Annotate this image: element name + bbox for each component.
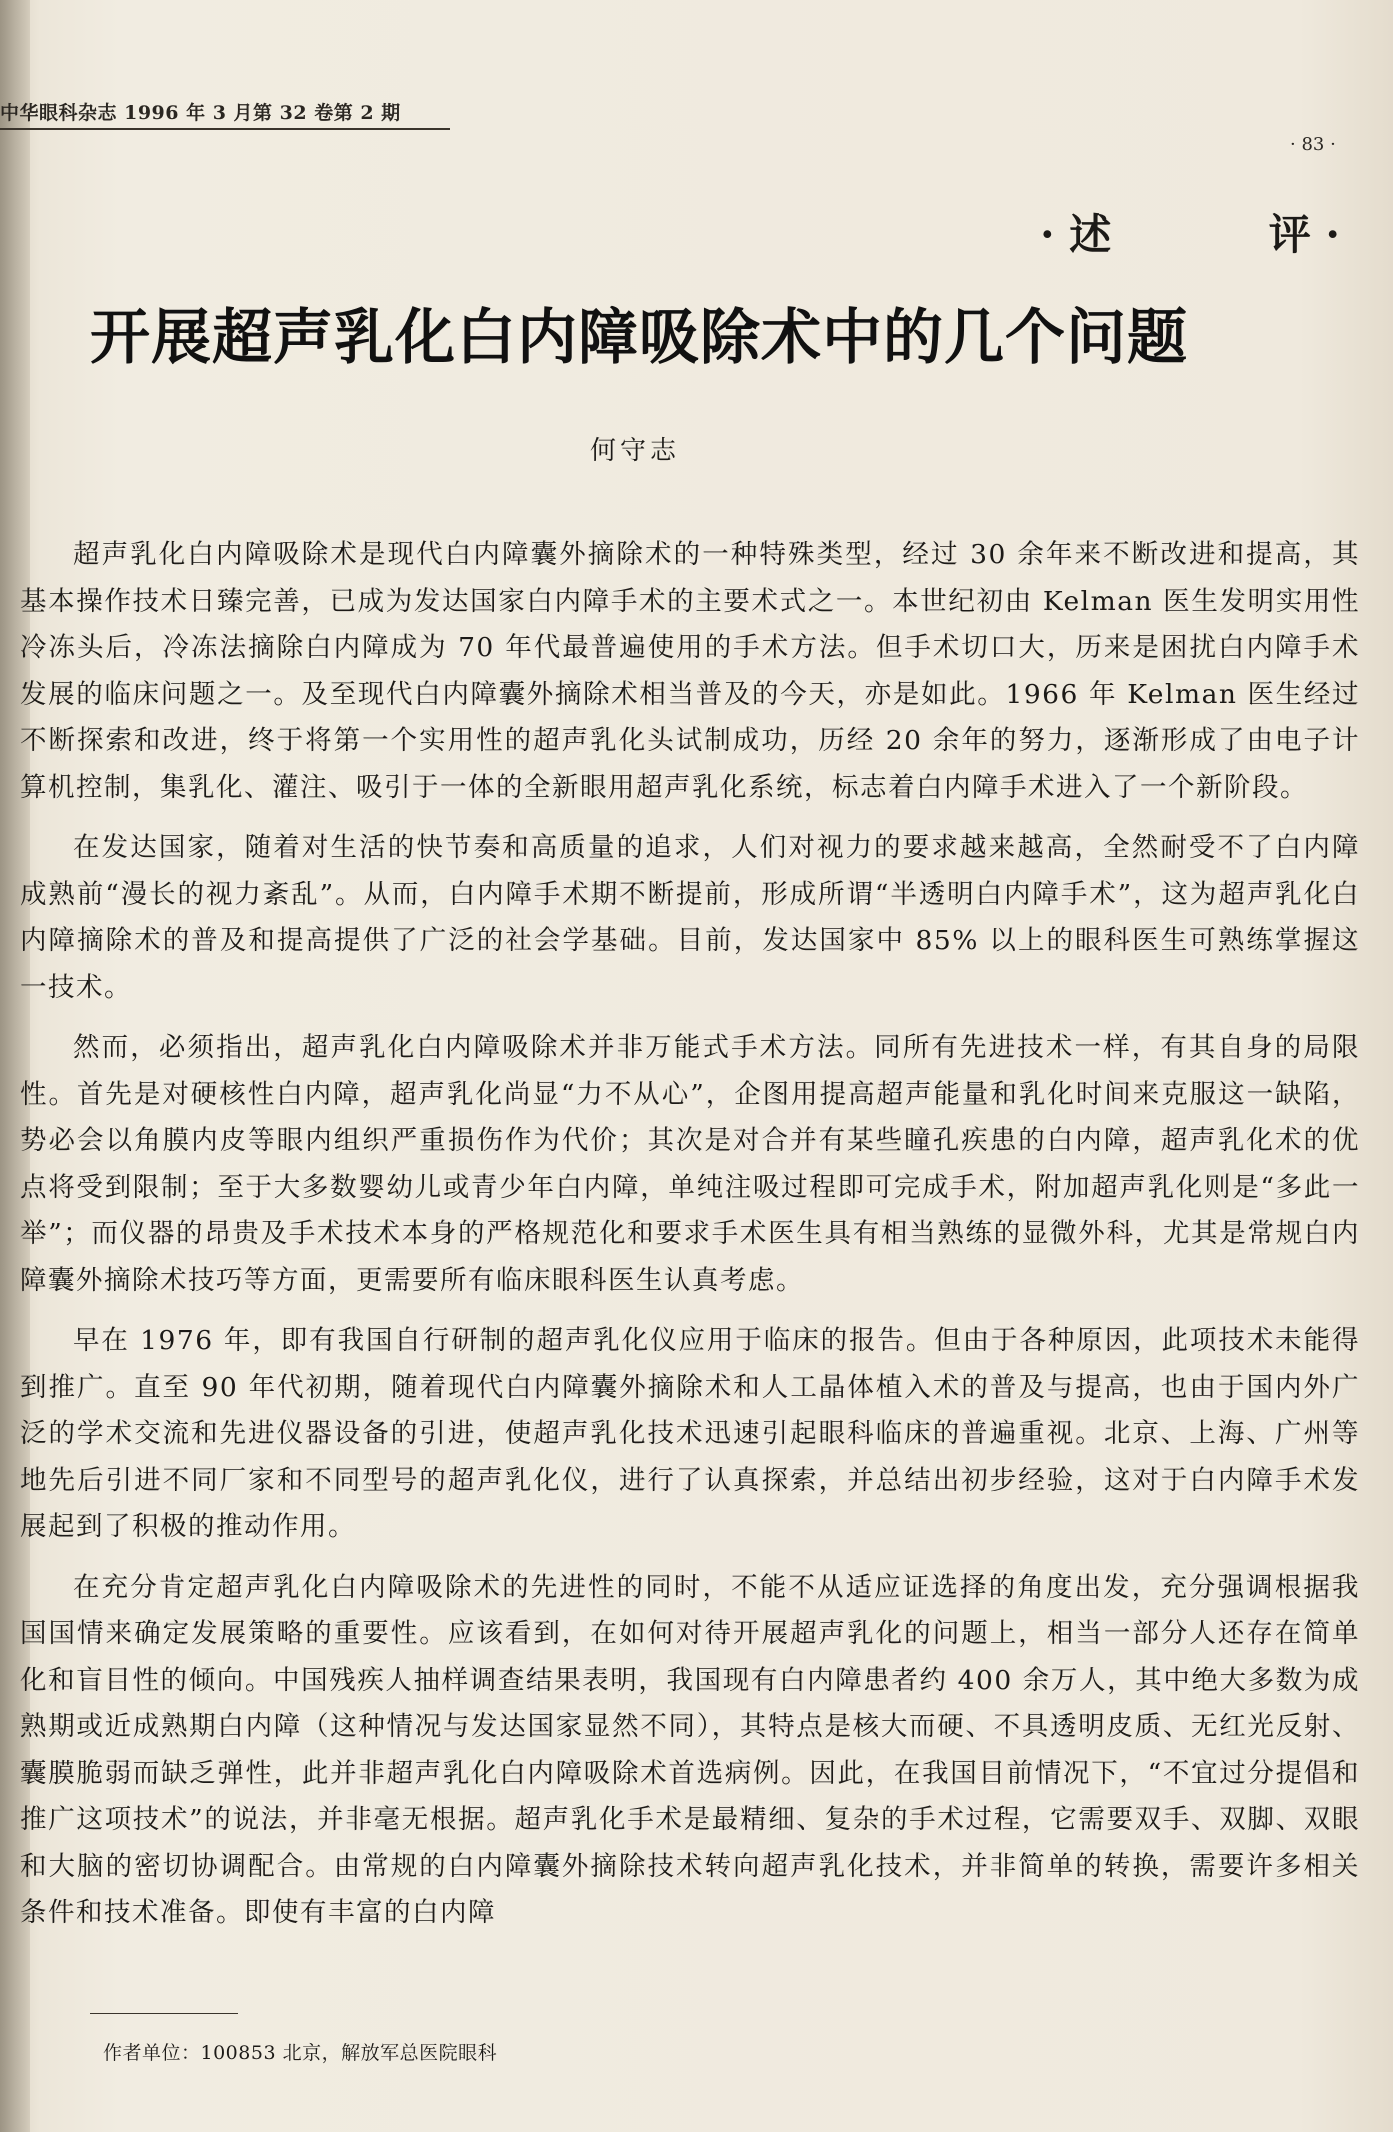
journal-header: 中华眼科杂志 1996 年 3 月第 32 卷第 2 期 [0, 102, 401, 124]
paragraph: 早在 1976 年，即有我国自行研制的超声乳化仪应用于临床的报告。但由于各种原因，此项技术未能得到推广。直至 90 年代初期，随着现代白内障囊外摘除术和人工晶体植入术的普及与提高，也由于国内外广泛的学术交流和先进仪器设备的引进，使超声乳化技术迅速引起眼科临床的普遍重视。北京、上海、广州等地先后引进不同厂家和不同型号的超声乳化仪，进行了认真探索，并总结出初步经验，这对于白内障手术发展起到了积极的推动作用。 [20, 1325, 1360, 1542]
paragraph: 在发达国家，随着对生活的快节奏和高质量的追求，人们对视力的要求越来越高，全然耐受不了白内障成熟前“漫长的视力紊乱”。从而，白内障手术期不断提前，形成所谓“半透明白内障手术”，这为超声乳化白内障摘除术的普及和提高提供了广泛的社会学基础。目前，发达国家中 85% 以上的眼科医生可熟练掌握这一技术。 [20, 832, 1360, 1003]
section-label [1040, 202, 1340, 262]
article-author: 何守志 [590, 436, 681, 466]
author-affiliation-footnote: 作者单位：100853 北京，解放军总医院眼科 [103, 2042, 498, 2064]
article-title: 开展超声乳化白内障吸除术中的几个问题 [90, 303, 1188, 373]
footnote-rule [90, 2013, 238, 2014]
paragraph: 在充分肯定超声乳化白内障吸除术的先进性的同时，不能不从适应证选择的角度出发，充分强调根据我国国情来确定发展策略的重要性。应该看到，在如何对待开展超声乳化的问题上，相当一部分人还存在简单化和盲目性的倾向。中国残疾人抽样调查结果表明，我国现有白内障患者约 400 余万人，其中绝大多数为成熟期或近成熟期白内障（这种情况与发达国家显然不同），其特点是核大而硬、不具透明皮质、无红光反射、囊膜脆弱而缺乏弹性，此并非超声乳化白内障吸除术首选病例。因此，在我国目前情况下，“不宜过分提倡和推广这项技术”的说法，并非毫无根据。超声乳化手术是最精细、复杂的手术过程，它需要双手、双脚、双眼和大脑的密切协调配合。由常规的白内障囊外摘除技术转向超声乳化技术，并非简单的转换，需要许多相关条件和技术准备。即使有丰富的白内障 [20, 1571, 1360, 1928]
header-rule [0, 128, 450, 130]
section-label-left: · 述 [1040, 210, 1112, 259]
paragraph: 然而，必须指出，超声乳化白内障吸除术并非万能式手术方法。同所有先进技术一样，有其自身的局限性。首先是对硬核性白内障，超声乳化尚显“力不从心”，企图用提高超声能量和乳化时间来克服这一缺陷，势必会以角膜内皮等眼内组织严重损伤作为代价；其次是对合并有某些瞳孔疾患的白内障，超声乳化术的优点将受到限制；至于大多数婴幼儿或青少年白内障，单纯注吸过程即可完成手术，附加超声乳化则是“多此一举”；而仪器的昂贵及手术技术本身的严格规范化和要求手术医生具有相当熟练的显微外科，尤其是常规白内障囊外摘除术技巧等方面，更需要所有临床眼科医生认真考虑。 [20, 1032, 1360, 1296]
section-label-right: 评 · [1268, 210, 1340, 259]
page-number: · 83 · [1290, 134, 1336, 155]
article-body [20, 532, 1360, 1951]
paragraph: 超声乳化白内障吸除术是现代白内障囊外摘除术的一种特殊类型，经过 30 余年来不断改进和提高，其基本操作技术日臻完善，已成为发达国家白内障手术的主要术式之一。本世纪初由 Kelman 医生发明实用性冷冻头后，冷冻法摘除白内障成为 70 年代最普遍使用的手术方法。但手术切口大，历来是困扰白内障手术发展的临床问题之一。及至现代白内障囊外摘除术相当普及的今天，亦是如此。1966 年 Kelman 医生经过不断探索和改进，终于将第一个实用性的超声乳化头试制成功，历经 20 余年的努力，逐渐形成了由电子计算机控制，集乳化、灌注、吸引于一体的全新眼用超声乳化系统，标志着白内障手术进入了一个新阶段。 [20, 539, 1360, 803]
